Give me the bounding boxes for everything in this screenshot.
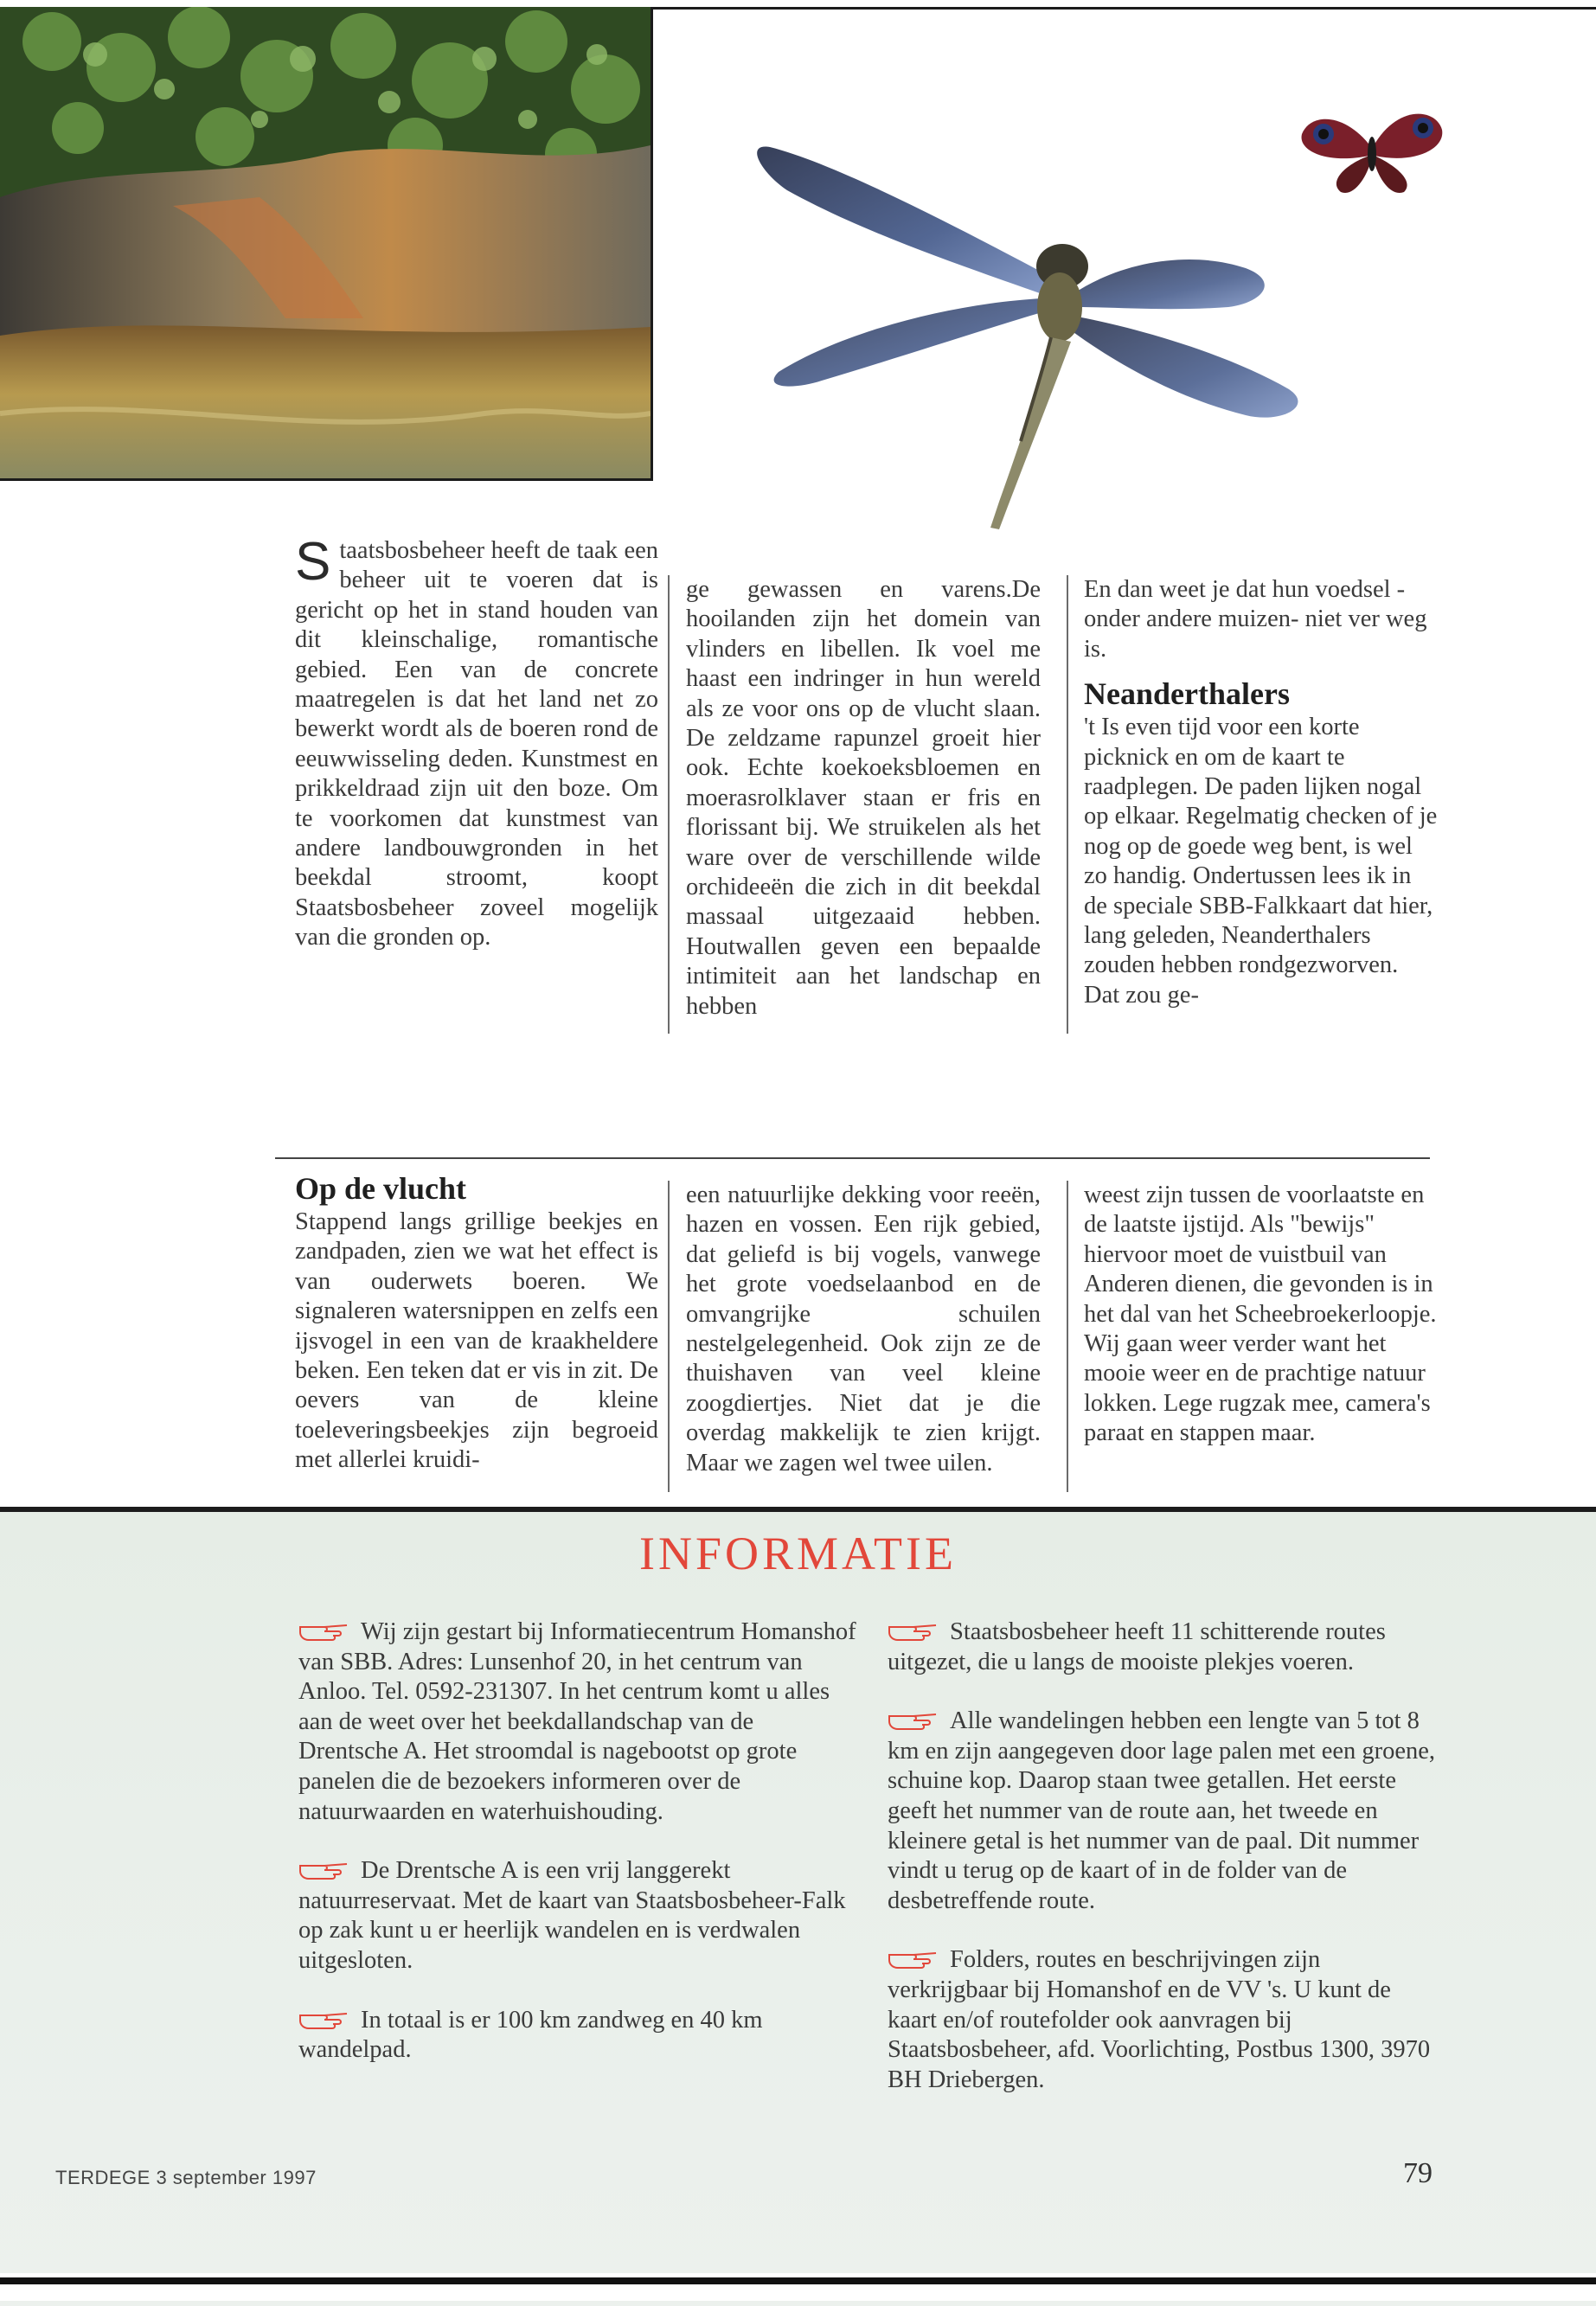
column-divider [1067,575,1068,1034]
column-divider [1067,1181,1068,1492]
information-text: In totaal is er 100 km zandweg en 40 km wandelpad. [298,2006,763,2064]
column-text: Stappend langs grillige beekjes en zandpaden, zien we wat het effect is van ouderwets boeren. We signaleren watersnippen en zelfs een ijsvogel in een van de kraakheldere beken. Een teken dat er vis in zit. De oevers van de kleine toeleveringsbeekjes zijn begroeid met allerlei kruidi- [295,1208,658,1474]
information-item [888,1617,1441,1677]
bottom-rule [0,2277,1596,2284]
section-heading: Neanderthalers [1084,676,1290,712]
information-item [298,1856,856,1976]
column-text: 't Is even tijd voor een korte picknick en om de kaart te raadplegen. De paden lijken nogal op elkaar. Regelmatig checken of je nog op de goede weg bent, is wel zo handig. Ondertussen lees ik in de speciale SBB-Falkkaart dat hier, lang geleden, Neanderthalers zouden hebben rondgezworven. Dat zou ge- [1084,714,1438,1009]
information-column-left [298,1617,856,2095]
article-column-5 [686,1181,1041,1478]
peacock-butterfly-illustration [1293,95,1449,199]
stream-bank-photo [0,7,653,481]
page-number: 79 [1403,2157,1433,2189]
article-column-2 [686,575,1041,1022]
article-column-6 [1084,1181,1439,1449]
information-column-right [888,1617,1441,2124]
publication-footer: TERDEGE 3 september 1997 [55,2167,317,2188]
column-text: een natuurlijke dekking voor reeën, hazen en vossen. Een rijk gebied, dat geliefd is bij vogels, vanwege het grote voedselaanbod en de omvangrijke schuilen nestelgelegenheid. Ook zijn ze de thuishaven van veel kleine zoogdiertjes. Niet dat je die overdag makkelijk te zien krijgt. Maar we zagen wel twee uilen. [686,1182,1041,1476]
information-text: De Drentsche A is een vrij langgerekt natuurreservaat. Met de kaart van Staatsbosbeheer-Falk op zak kunt u er heerlijk wandelen en is verdwalen uitgesloten. [298,1857,846,1974]
information-text: Folders, routes en beschrijvingen zijn verkrijgbaar bij Homanshof en de VV 's. U kunt de kaart en/of routefolder ook aanvragen bij Staatsbosbeheer, afd. Voorlichting, Postbus 1300, 3970 BH Driebergen. [888,1946,1431,2093]
article-column-1 [295,532,658,953]
section-heading: Op de vlucht [295,1171,467,1206]
drop-cap: S [295,532,331,592]
pointing-hand-icon [888,1948,938,1970]
pointing-hand-icon [298,1620,349,1643]
dragonfly-illustration [709,130,1332,545]
pointing-hand-icon [888,1709,938,1732]
information-text: Alle wandelingen hebben een lengte van 5 tot 8 km en zijn aangegeven door lage palen met een groene, schuine kop. Daarop staan twee getallen. Het eerste geeft het nummer van de route aan, het tweede en kleinere getal is het nummer van de paal. Dit nummer vindt u terug op de kaart of in de folder van de desbetreffende route. [888,1707,1436,1914]
article-column-3 [1084,575,1439,1010]
information-item [298,2006,856,2066]
information-item [888,1707,1441,1916]
column-text: ge gewassen en varens.De hooilanden zijn het domein van vlinders en libellen. Ik voel me haast een indringer in hun wereld als ze voor ons op de vlucht slaan. De zeldzame rapunzel groeit hier ook. Echte koekoeksbloemen en moerasrolklaver staan er fris en florissant bij. We struikelen als het ware over de verschillende wilde orchideeën die zich in dit beekdal massaal uitgezaaid hebben. Houtwallen geven een bepaalde intimiteit aan het landschap en hebben [686,576,1041,1020]
section-rule [275,1157,1430,1159]
column-divider [668,1181,670,1492]
information-text: Staatsbosbeheer heeft 11 schitterende routes uitgezet, die u langs de mooiste plekjes voeren. [888,1618,1386,1675]
column-divider [668,575,670,1034]
information-item [888,1945,1441,2095]
column-text: weest zijn tussen de voorlaatste en de laatste ijstijd. Als "bewijs" hiervoor moet de vuistbuil van Anderen dienen, die gevonden is in het dal van het Scheebroekerloopje. Wij gaan weer verder want het mooie weer en de prachtige natuur lokken. Lege rugzak mee, camera's paraat en stappen maar. [1084,1182,1437,1447]
information-text: Wij zijn gestart bij Informatiecentrum Homanshof van SBB. Adres: Lunsenhof 20, in het centrum van Anloo. Tel. 0592-231307. In het centrum komt u alles aan de weet over het beekdallandschap van de Drentsche A. Het stroomdal is nagebootst op grote panelen die de bezoekers informeren over de natuurwaarden en waterhuishouding. [298,1618,856,1825]
column-text: En dan weet je dat hun voedsel -onder andere muizen- niet ver weg is. [1084,576,1427,663]
pointing-hand-icon [298,2008,349,2031]
pointing-hand-icon [888,1620,938,1643]
article-column-4 [295,1169,658,1476]
column-text: taatsbosbeheer heeft de taak een beheer uit te voeren dat is gericht op het in stand houden van dit kleinschalige, romantische gebied. Een van de concrete maatregelen is dat het land net zo bewerkt wordt als de boeren rond de eeuwwisseling deden. Kunstmest en prikkeldraad zijn uit den boze. Om te voorkomen dat kunstmest van andere landbouwgronden in het beekdal stroomt, koopt Staatsbosbeheer zoveel mogelijk van die gronden op. [295,537,658,951]
information-item [298,1617,856,1827]
information-title: INFORMATIE [638,1528,957,1579]
pointing-hand-icon [298,1859,349,1881]
